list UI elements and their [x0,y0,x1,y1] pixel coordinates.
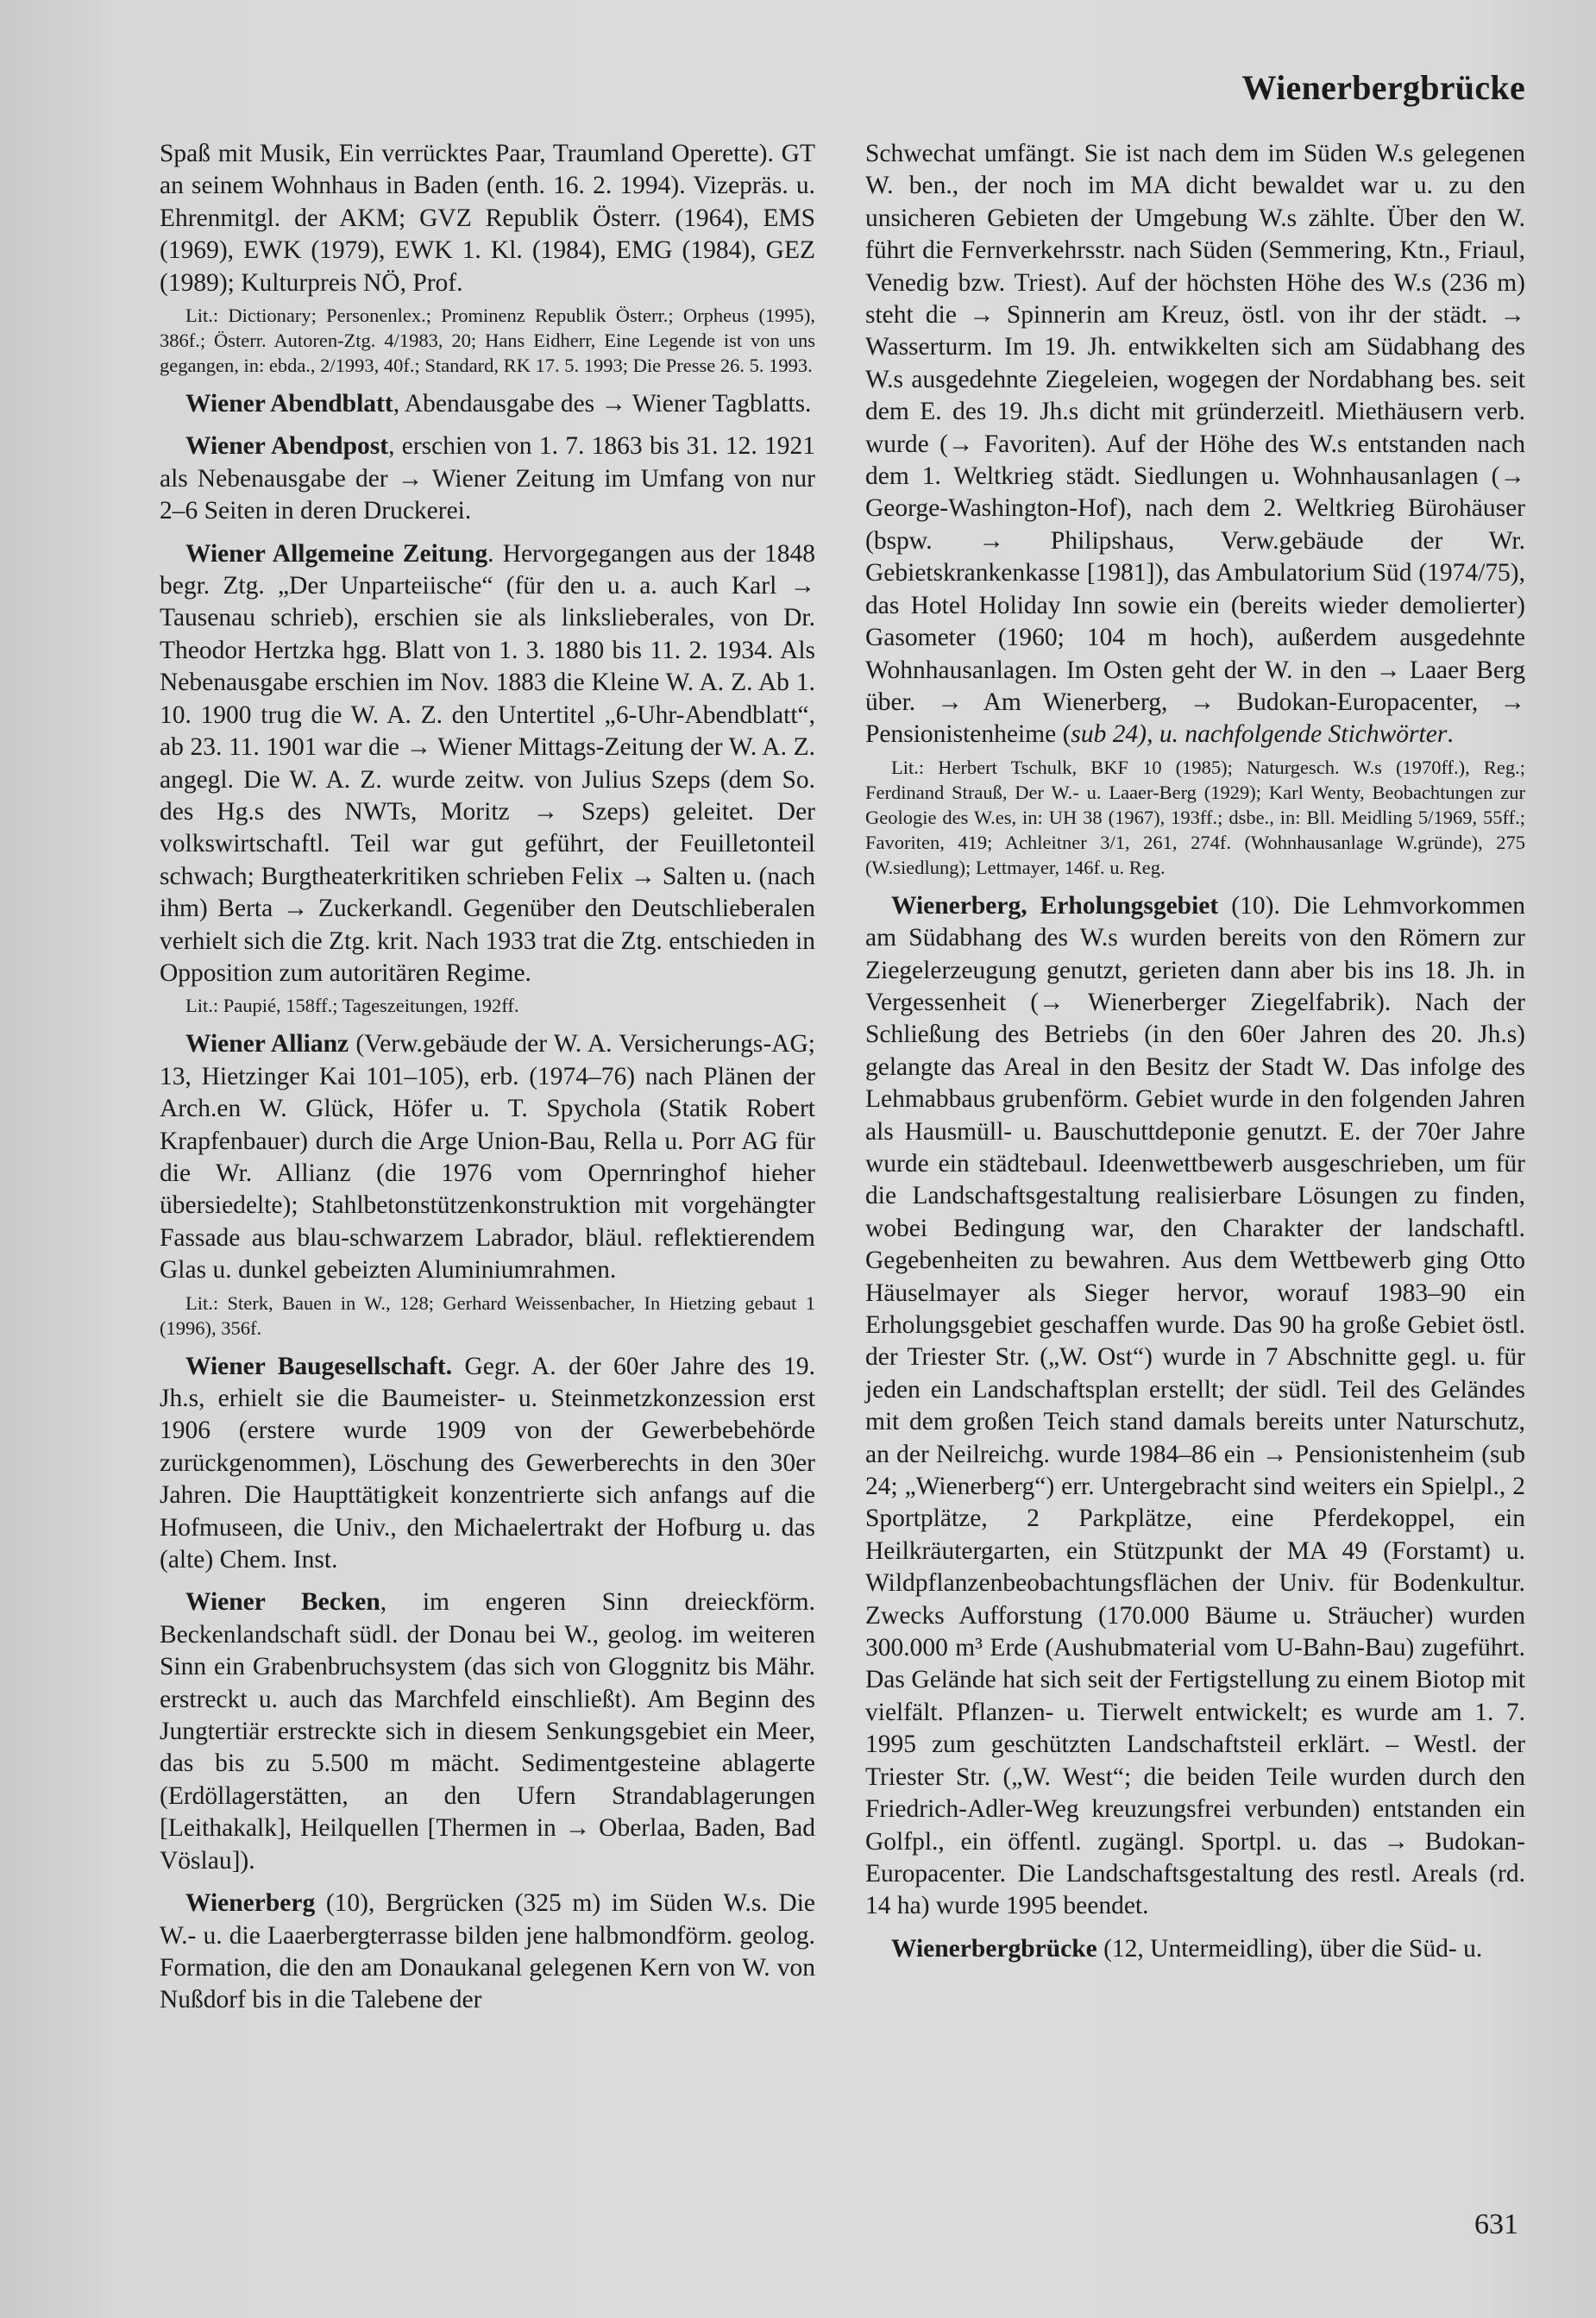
literature-note: Lit.: Herbert Tschulk, BKF 10 (1985); Naturgesch. W.s (1970ff.), Reg.; Ferdinand Strauß, Der W.- u. Laaer-Berg (1929); Karl Wenty, Beobachtungen zur Geologie des W.es, in: UH 38 (1967), 193ff.; dsbe., in: Bll. Meidling 5/1969, 55ff.; Favoriten, 419; Achleitner 3/1, 261, 274f. (Wohnhausanlage W.gründe), 275 (W.siedlung); Lettmayer, 146f. u. Reg. [865,756,1525,878]
continuation-paragraph: Spaß mit Musik, Ein verrücktes Paar, Traumland Operette). GT an seinem Wohnhaus in Baden (enth. 16. 2. 1994). Vizepräs. u. Ehrenmitgl. der AKM; GVZ Republik Österr. (1964), EMS (1969), EWK (1979), EWK 1. Kl. (1984), EMG (1984), GEZ (1989); Kulturpreis NÖ, Prof. [160,140,815,297]
headword: Wienerbergbrücke [891,1934,1097,1963]
running-header-title: Wienerbergbrücke [1241,68,1525,107]
entry-wiener-becken: Wiener Becken, im engeren Sinn dreieckförm. Beckenlandschaft südl. der Donau bei W., geolog. im weiteren Sinn ein Grabenbruchsystem (das sich von Gloggnitz bis Mähr. erstreckt u. auch das Marchfeld einschließt). Am Beginn des Jungtertiär erstreckte sich in diesem Senkungsgebiet ein Meer, das bis zu 5.500 m mächt. Sedimentgesteine ablagerte (Erdöllagerstätten, an den Ufern Strandablagerungen [Leithakalk], Heilquellen [Thermen in → Oberlaa, Baden, Bad Vöslau]). [160,1588,815,1875]
headword: Wiener Becken [185,1588,380,1617]
entry-wiener-allianz: Wiener Allianz (Verw.gebäude der W. A. Versicherungs-AG; 13, Hietzinger Kai 101–105), erb. (1974–76) nach Plänen der Arch.en W. Glück, Höfer u. T. Spychola (Statik Robert Krapfenbauer) durch die Arge Union-Bau, Rella u. Porr AG für die Wr. Allianz (die 1976 vom Opernringhof hieher übersiedelte); Stahlbetonstützenkonstruktion mit vorgehängter Fassade aus blau-schwarzem Labrador, bläul. reflektierendem Glas u. dunkel gebeizten Aluminiumrahmen. [160,1030,815,1285]
headword: Wiener Abendblatt [185,390,393,418]
literature-note: Lit.: Dictionary; Personenlex.; Prominenz Republik Österr.; Orpheus (1995), 386f.; Österr. Autoren-Ztg. 4/1983, 20; Hans Eidherr, Eine Legende ist von uns gegangen, in: ebda., 2/1993, 40f.; Standard, RK 17. 5. 1993; Die Presse 26. 5. 1993. [160,305,815,377]
headword: Wiener Allgemeine Zeitung [185,539,488,568]
right-column [865,138,1525,1965]
headword: Wiener Baugesellschaft. [185,1352,453,1380]
entry-wiener-baugesellschaft: Wiener Baugesellschaft. Gegr. A. der 60er Jahre des 19. Jh.s, erhielt sie die Baumeister- u. Steinmetzkonzession erst 1906 (erstere wurde 1909 von der Gewerbebehörde zurückgenommen), Löschung des Gewerberechts in den 30er Jahren. Die Haupttätigkeit konzentrierte sich anfangs auf die Hofmuseen, die Univ., den Michaelertrakt der Hofburg u. das (alte) Chem. Inst. [160,1352,815,1574]
headword: Wienerberg [185,1889,316,1918]
continuation-paragraph: Schwechat umfängt. Sie ist nach dem im Süden W.s gelegenen W. ben., der noch im MA dicht bewaldet war u. zu den unsicheren Gebieten der Umgebung W.s zählte. Über den W. führt die Fernverkehrsstr. nach Süden (Semmering, Ktn., Friaul, Venedig bzw. Triest). Auf der höchsten Höhe des W.s (236 m) steht die → Spinnerin am Kreuz, östl. von ihr der städt. → Wasserturm. Im 19. Jh. entwikkelten sich am Südabhang des W.s ausgedehnte Ziegeleien, wogegen der Nordabhang bes. seit dem E. des 19. Jh.s dicht mit gründerzeitl. Miethäusern verb. wurde (→ Favoriten). Auf der Höhe des W.s entstanden nach dem 1. Weltkrieg städt. Siedlungen u. Wohnhausanlagen (→ George-Washington-Hof), nach dem 2. Weltkrieg Bürohäuser (bspw. → Philipshaus, Verw.gebäude der Wr. Gebietskrankenkasse [1981]), das Ambulatorium Süd (1974/75), das Hotel Holiday Inn sowie ein (bereits wieder demolierter) Gasometer (1960; 104 m hoch), außerdem ausgedehnte Wohnhausanlagen. Im Osten geht der W. in den → Laaer Berg über. → Am Wienerberg, → Budokan-Europacenter, → Pensionistenheime (sub 24), u. nachfolgende Stichwörter. [865,140,1525,749]
entry-wienerberg: Wienerberg (10), Bergrücken (325 m) im Süden W.s. Die W.- u. die Laaerbergterrasse bilden jene halbmondförm. geolog. Formation, die den am Donaukanal gelegenen Kern von W. von Nußdorf bis in die Talebene der [160,1889,815,2014]
entry-wienerbergbruecke: Wienerbergbrücke (12, Untermeidling), über die Süd- u. [891,1934,1483,1963]
entry-wiener-allgemeine-zeitung: Wiener Allgemeine Zeitung. Hervorgegangen aus der 1848 begr. Ztg. „Der Unparteiische“ (für den u. a. auch Karl → Tausenau schrieb), erschien sie als linkslieberales, von Dr. Theodor Hertzka hgg. Blatt von 1. 3. 1880 bis 11. 2. 1934. Als Nebenausgabe erschien im Nov. 1883 die Kleine W. A. Z. Ab 1. 10. 1900 trug die W. A. Z. den Untertitel „6-Uhr-Abendblatt“, ab 23. 11. 1901 war die → Wiener Mittags-Zeitung der W. A. Z. angegl. Die W. A. Z. wurde zeitw. von Julius Szeps (dem So. des Hg.s des NWTs, Moritz → Szeps) geleitet. Der volkswirtschaftl. Teil war gut geführt, der Feuilletonteil schwach; Burgtheaterkritiken schrieben Felix → Salten u. (nach ihm) Berta → Zuckerkandl. Gegenüber den Deutschlieberalen verhielt sich die Ztg. krit. Nach 1933 trat die Ztg. entschieden in Opposition zum autoritären Regime. [160,539,815,987]
left-column [160,138,815,2017]
page-number: 631 [1474,2208,1518,2240]
headword: Wiener Abendpost [185,432,389,461]
headword: Wienerberg, Erholungsgebiet [891,891,1219,920]
literature-note: Lit.: Sterk, Bauen in W., 128; Gerhard Weissenbacher, In Hietzing gebaut 1 (1996), 356f. [160,1291,815,1339]
headword: Wiener Allianz [185,1030,349,1058]
entry-wiener-abendblatt: Wiener Abendblatt, Abendausgabe des → Wiener Tagblatts. [185,390,812,418]
literature-note: Lit.: Paupié, 158ff.; Tageszeitungen, 192ff. [185,995,519,1017]
entry-wiener-abendpost: Wiener Abendpost, erschien von 1. 7. 1863 bis 31. 12. 1921 als Nebenausgabe der → Wiener Zeitung im Umfang von nur 2–6 Seiten in deren Druckerei. [160,432,815,525]
entry-wienerberg-erholungsgebiet: Wienerberg, Erholungsgebiet (10). Die Lehmvorkommen am Südabhang des W.s wurden bereits von den Römern zur Ziegelerzeugung genutzt, gerieten dann aber bis ins 18. Jh. in Vergessenheit (→ Wienerberger Ziegelfabrik). Nach der Schließung des Betriebs (in den 60er Jahren des 20. Jh.s) gelangte das Areal in den Besitz der Stadt W. Das infolge des Lehmabbaus grubenförm. Gebiet wurde in den folgenden Jahren als Hausmüll- u. Bauschuttdeponie genutzt. E. der 70er Jahre wurde ein städtebaul. Ideenwettbewerb ausgeschrieben, um für die Landschaftsgestaltung realisierbare Lösungen zu finden, wobei Bedingung war, den Charakter der landschaftl. Gegebenheiten zu bewahren. Aus dem Wettbewerb ging Otto Häuselmayer als Sieger hervor, worauf 1983–90 ein Erholungsgebiet geschaffen wurde. Das 90 ha große Gebiet östl. der Triester Str. („W. Ost“) wurde in 7 Abschnitte gegl. u. für jeden ein Landschaftsplan erstellt; der südl. Teil des Geländes mit dem großen Teich stand damals bereits unter Naturschutz, an der Neilreichg. wurde 1984–86 ein → Pensionistenheim (sub 24; „Wienerberg“) err. Untergebracht sind weiters ein Spielpl., 2 Sportplätze, 2 Parkplätze, eine Pferdekoppel, ein Heilkräutergarten, ein Stützpunkt der MA 49 (Forstamt) u. Wildpflanzenbeobachtungsflächen der Univ. für Bodenkultur. Zwecks Aufforstung (170.000 Bäume u. Sträucher) wurden 300.000 m³ Erde (Aushubmaterial vom U-Bahn-Bau) zugeführt. Das Gelände hat sich seit der Fertigstellung zu einem Biotop mit vielfält. Pflanzen- u. Tierwelt entwickelt; es wurde am 1. 7. 1995 zum geschützten Landschaftsteil erklärt. – Westl. der Triester Str. („W. West“; die beiden Teile wurden durch den Friedrich-Adler-Weg kreuzungsfrei verbunden) entstanden ein Golfpl., ein öffentl. zugängl. Sportpl. u. das → Budokan-Europacenter. Die Landschaftsgestaltung des restl. Areals (rd. 14 ha) wurde 1995 beendet. [865,891,1525,1920]
